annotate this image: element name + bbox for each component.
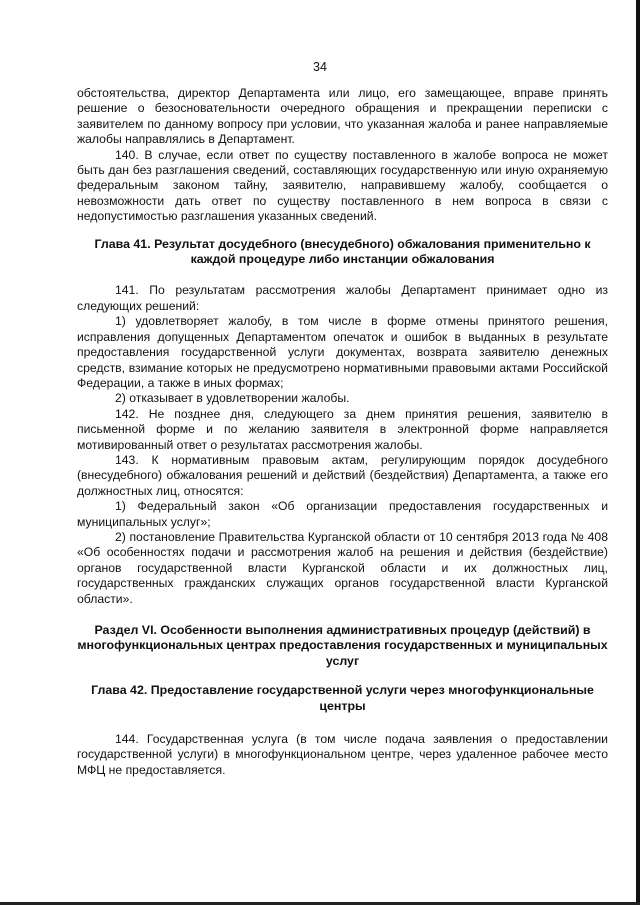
- paragraph-143-item-1: 1) Федеральный закон «Об организации предоставления государственных и муниципальных услуг»;: [77, 499, 608, 529]
- chapter-42-heading: Глава 42. Предоставление государственной услуги через многофункциональные центры: [91, 683, 594, 713]
- paragraph-141-item-1: 1) удовлетворяет жалобу, в том числе в форме отмены принятого решения, исправления допущенных Департаментом опечаток и ошибок в выданных в результате предоставления государственной услуги документах, возврата заявителю денежных средств, взимание которых не предусмотрено нормативными правовыми актами Российской Федерации, а также в иных формах;: [77, 314, 608, 390]
- paragraph-142: 142. Не позднее дня, следующего за днем принятия решения, заявителю в письменной форме и по желанию заявителя в электронной форме направляется мотивированный ответ о результатах рассмотрения жалобы.: [77, 406, 608, 452]
- paragraph-144: 144. Государственная услуга (в том числе подача заявления о предоставлении государственной услуги) в многофункциональном центре, через удаленное рабочее место МФЦ не предоставляется.: [77, 732, 608, 777]
- paragraph-140: 140. В случае, если ответ по существу поставленного в жалобе вопроса не может быть дан без разглашения сведений, составляющих государственную или иную охраняемую федеральным законом тайну, заявителю, направившему жалобу, сообщается о невозможности дать ответ по существу поставленного в нем вопроса в связи с недопустимостью разглашения указанных сведений.: [77, 147, 608, 224]
- scan-edge-right: [636, 0, 640, 905]
- section-6-heading: Раздел VI. Особенности выполнения административных процедур (действий) в многофункциональных центрах предоставления государственных и муниципальных услуг: [77, 623, 608, 668]
- document-body: [77, 86, 608, 778]
- page-number: 34: [313, 60, 327, 74]
- paragraph-141: 141. По результатам рассмотрения жалобы Департамент принимает одно из следующих решений:: [77, 283, 608, 313]
- paragraph-143-item-2: 2) постановление Правительства Курганской области от 10 сентября 2013 года № 408 «Об особенностях подачи и рассмотрения жалоб на решения и действия (бездействие) органов государственной власти Курганской области и их должностных лиц, государственных гражданских служащих органов государственной власти Курганской области».: [77, 529, 608, 606]
- paragraph-continuation: обстоятельства, директор Департамента или лицо, его замещающее, вправе принять решение о безосновательности очередного обращения и прекращении переписки с заявителем по данному вопросу при условии, что указанная жалоба и ранее направляемые жалобы направлялись в Департамент.: [77, 86, 608, 147]
- paragraph-141-item-2: 2) отказывает в удовлетворении жалобы.: [115, 391, 350, 406]
- paragraph-143: 143. К нормативным правовым актам, регулирующим порядок досудебного (внесудебного) обжалования решений и действий (бездействия) Департамента, а также его должностных лиц, относятся:: [77, 452, 608, 498]
- chapter-41-heading: Глава 41. Результат досудебного (внесудебного) обжалования применительно к каждой процедуре либо инстанции обжалования: [94, 236, 591, 267]
